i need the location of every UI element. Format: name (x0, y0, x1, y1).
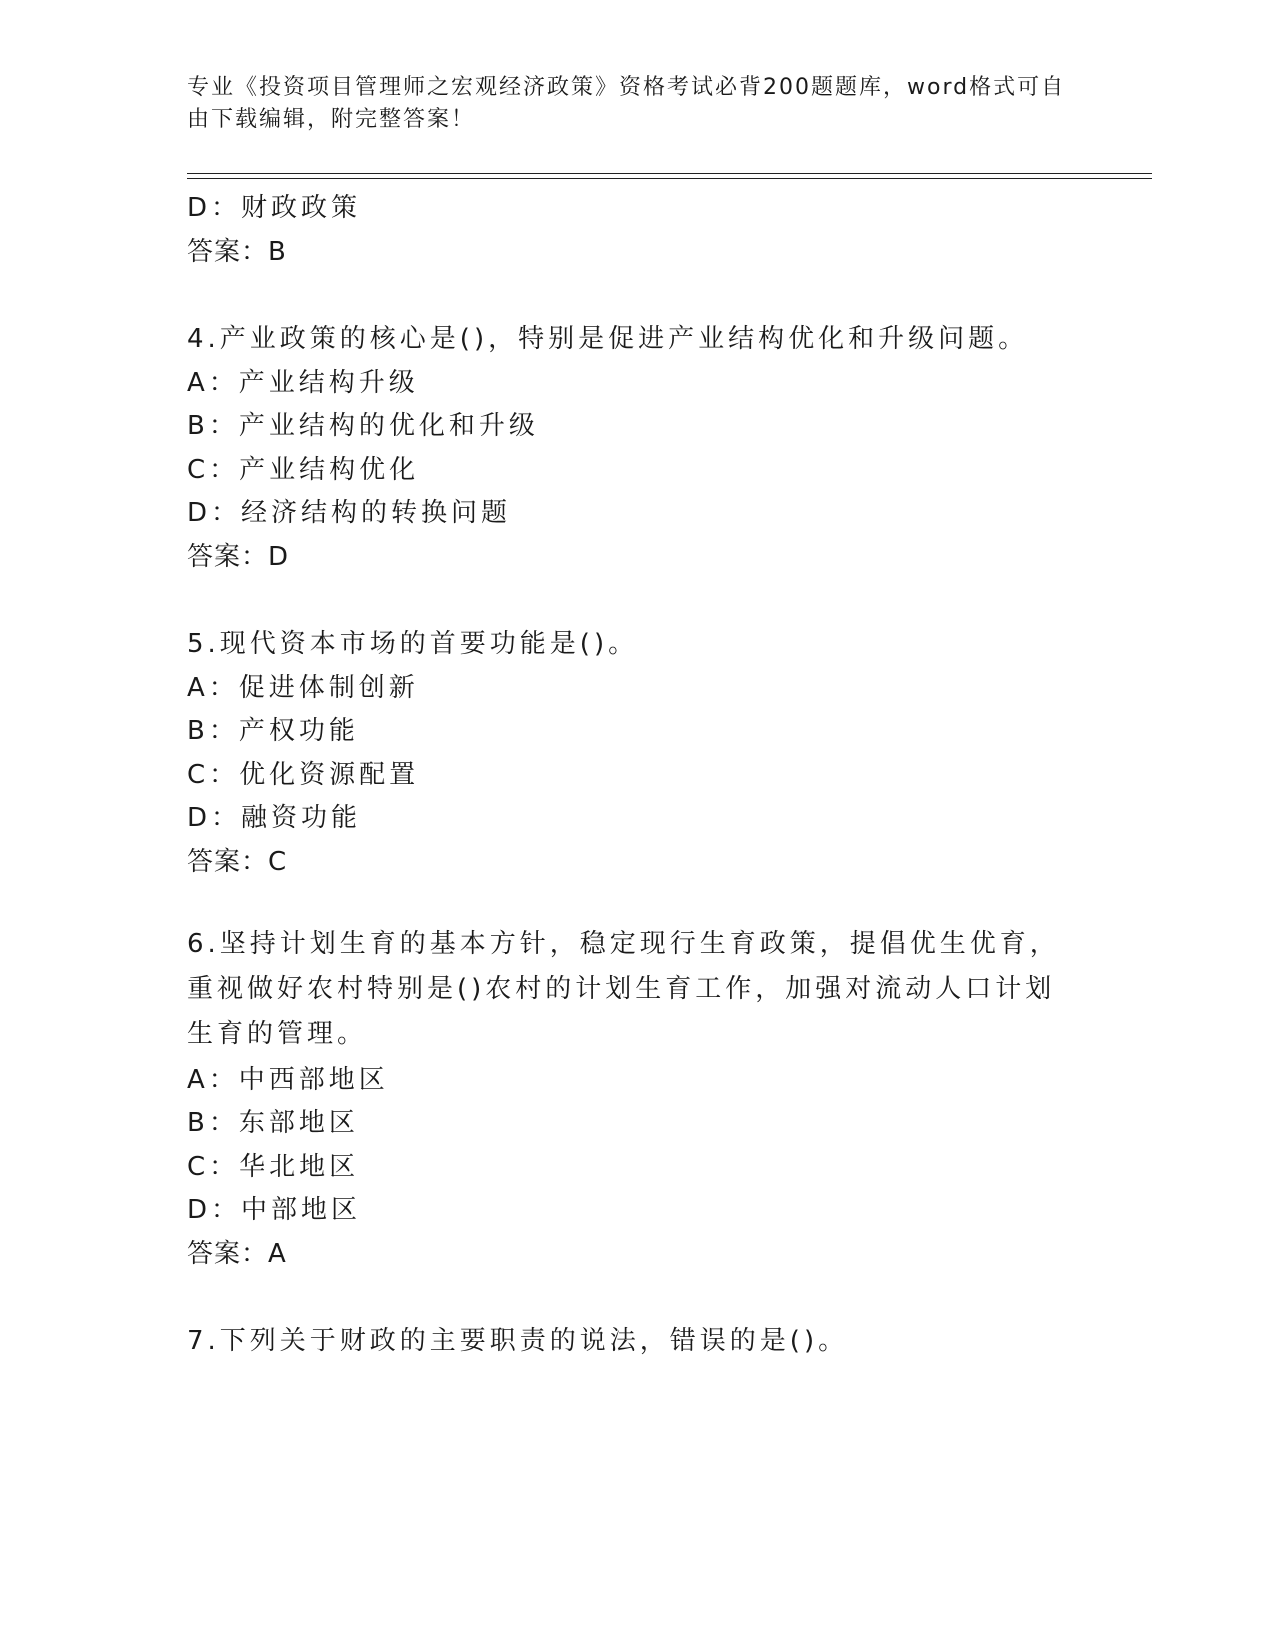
header-rule-top (187, 173, 1152, 174)
q5-option-a: A：促进体制创新 (187, 673, 419, 703)
header-rule-bottom (187, 178, 1152, 179)
q5-option-b: B：产权功能 (187, 716, 359, 746)
q6-option-c: C：华北地区 (187, 1152, 360, 1182)
q4-answer: 答案：D (187, 542, 290, 572)
q5-option-d: D：融资功能 (187, 803, 362, 833)
document-header: 专业《投资项目管理师之宏观经济政策》资格考试必背200题题库，word格式可自由下载编辑，附完整答案！ (187, 75, 1066, 132)
q5-option-c: C：优化资源配置 (187, 760, 420, 790)
q6-option-b: B：东部地区 (187, 1108, 359, 1138)
q7-stem: 7.下列关于财政的主要职责的说法，错误的是()。 (187, 1326, 849, 1356)
q4-option-a: A：产业结构升级 (187, 368, 419, 398)
q4-option-b: B：产业结构的优化和升级 (187, 411, 539, 441)
q6-answer: 答案：A (187, 1239, 287, 1269)
q6-stem: 6.坚持计划生育的基本方针，稳定现行生育政策，提倡优生优育，重视做好农村特别是()农村的计划生育工作，加强对流动人口计划生育的管理。 (187, 929, 1060, 1049)
q6-option-a: A：中西部地区 (187, 1065, 389, 1095)
q4-option-d: D：经济结构的转换问题 (187, 498, 512, 528)
q4-stem: 4.产业政策的核心是()，特别是促进产业结构优化和升级问题。 (187, 324, 1029, 354)
q5-stem: 5.现代资本市场的首要功能是()。 (187, 629, 639, 659)
q3-answer: 答案：B (187, 237, 287, 267)
q4-option-c: C：产业结构优化 (187, 455, 420, 485)
q5-answer: 答案：C (187, 847, 288, 877)
q3-option-d: D：财政政策 (187, 193, 362, 223)
q6-option-d: D：中部地区 (187, 1195, 362, 1225)
